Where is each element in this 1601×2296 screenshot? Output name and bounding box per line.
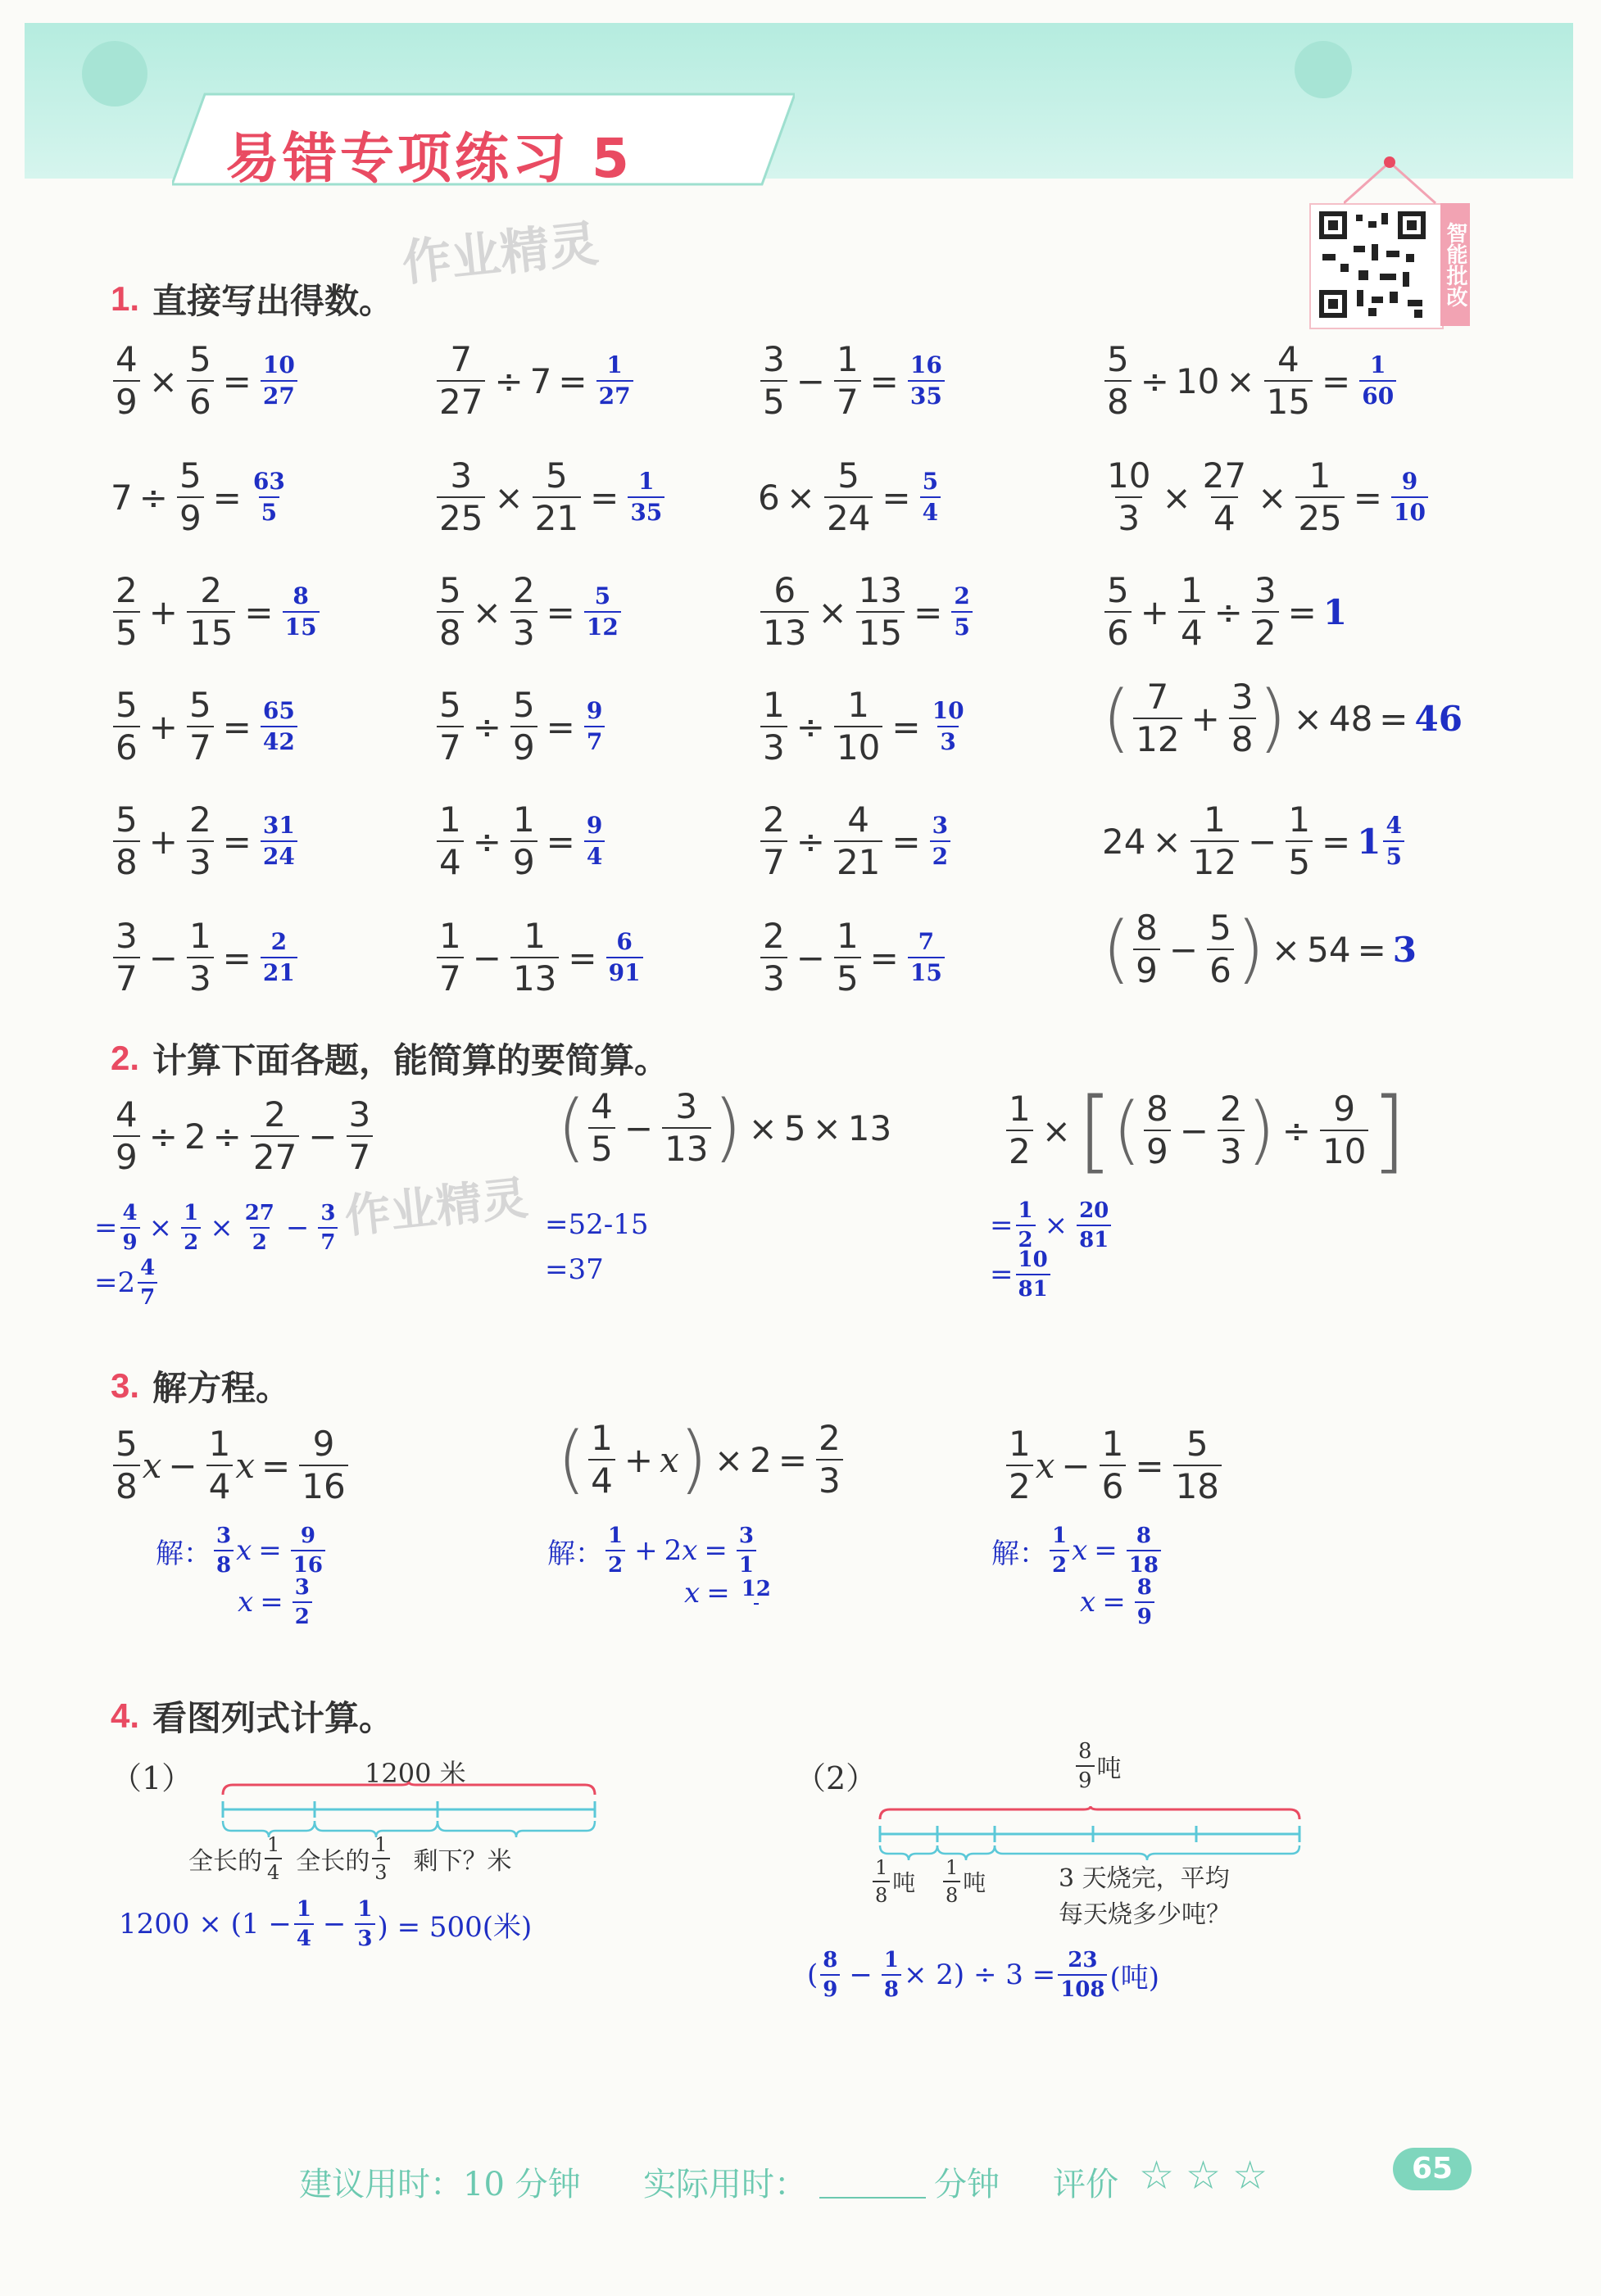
- calc-2-work-line-2: =37: [545, 1253, 604, 1286]
- answer: $\frac{9}{4}$: [582, 814, 607, 868]
- problem-2-2: $\frac{3}{25}$ × $\frac{5}{21}$ = $\frac{1}{35}$: [434, 459, 667, 536]
- equation-3: $\frac{1}{2}$ x − $\frac{1}{6}$ = $\frac{5}{18}$: [1004, 1427, 1224, 1504]
- answer: $\frac{9}{7}$: [582, 700, 607, 754]
- answer: 1 $\frac{4}{5}$: [1357, 814, 1407, 868]
- diagram-2-part-1: $\frac{1}{8}$ 吨: [870, 1858, 915, 1905]
- answer: $\frac{1}{60}$: [1357, 354, 1399, 408]
- star-icon[interactable]: ☆: [1139, 2153, 1186, 2199]
- star-icon[interactable]: ☆: [1186, 2153, 1233, 2199]
- answer: $\frac{10}{27}$: [258, 354, 300, 408]
- answer: 46: [1414, 698, 1463, 739]
- answer: $\frac{1}{35}$: [625, 470, 667, 524]
- problem-2-1: 7 ÷ $\frac{5}{9}$ = $\frac{63}{5}$: [111, 459, 290, 536]
- answer: $\frac{1}{27}$: [594, 354, 636, 408]
- header-circle-decor-right: [1295, 41, 1352, 98]
- calc-3-work-line-1: = $\frac{1}{2}$ × $\frac{20}{81}$: [990, 1200, 1113, 1251]
- footer-suggested-time: 建议用时：10 分钟: [299, 2166, 581, 2203]
- problem-4-2: $\frac{5}{7}$ ÷ $\frac{5}{9}$ = $\frac{9}{7}$: [434, 688, 607, 765]
- header-circle-decor: [82, 41, 147, 106]
- section-number: 3.: [111, 1366, 140, 1405]
- problem-1-1: $\frac{4}{9}$ × $\frac{5}{6}$ = $\frac{10}{27}$: [111, 342, 300, 419]
- answer: $\frac{2}{21}$: [258, 931, 300, 985]
- section-number: 4.: [111, 1696, 140, 1735]
- calc-1-work-line-2: = 2 $\frac{4}{7}$: [94, 1257, 160, 1308]
- page-number: 65: [1411, 2152, 1454, 2185]
- qr-hanger-icon: [1344, 156, 1442, 205]
- calc-problem-1: $\frac{4}{9}$ ÷ 2 ÷ $\frac{2}{27}$ − $\frac{3}{7}$: [111, 1098, 375, 1175]
- equation-2-work-line-2: x = 12: [684, 1577, 771, 1610]
- diagram-1-caption: 全长的 $\frac{1}{4}$ 全长的 $\frac{1}{3}$ 剩下？米: [188, 1833, 512, 1884]
- section-number: 1.: [111, 279, 140, 318]
- problem-2-4: $\frac{10}{3}$ × $\frac{27}{4}$ × $\frac{1}{25}$ = $\frac{9}{10}$: [1102, 459, 1431, 536]
- diagram-1-total-label: 1200 米: [365, 1758, 466, 1789]
- answer: $\frac{63}{5}$: [252, 468, 285, 526]
- footer-actual-time-label: 实际用时：: [643, 2166, 807, 2203]
- watermark: 作业精灵: [399, 215, 601, 293]
- problem-4-1: $\frac{5}{6}$ + $\frac{5}{7}$ = $\frac{65}{42}$: [111, 688, 300, 765]
- page-title: 易错专项练习 5: [225, 127, 633, 190]
- diagram-2-answer: ( $\frac{8}{9}$ − $\frac{1}{8}$ × 2) ÷ 3 = $\frac{23}{108}$ (吨): [807, 1948, 1159, 2002]
- equation-1-work-line-1: 解： $\frac{3}{8}$ x = $\frac{9}{16}$: [156, 1525, 328, 1576]
- diagram-2-total-label: $\frac{8}{9}$ 吨: [1073, 1741, 1122, 1791]
- problem-6-4: ( $\frac{8}{9}$ − $\frac{5}{6}$ ) × 54 = 3: [1102, 906, 1417, 992]
- answer: $\frac{2}{5}$: [949, 585, 974, 639]
- answer: 3: [1392, 929, 1417, 970]
- problem-3-1: $\frac{2}{5}$ + $\frac{2}{15}$ = $\frac{8}{15}$: [111, 573, 322, 650]
- footer-evaluation-label: 评价: [1053, 2166, 1118, 2203]
- answer: $\frac{16}{35}$: [905, 354, 947, 408]
- star-icon[interactable]: ☆: [1232, 2153, 1280, 2199]
- section-1-heading: [111, 274, 393, 324]
- equation-3-work-line-2: x = $\frac{8}{9}$: [1080, 1577, 1157, 1628]
- diagram-2-note-line-1: 3 天烧完，平均: [1059, 1864, 1230, 1893]
- problem-6-1: $\frac{3}{7}$ − $\frac{1}{3}$ = $\frac{2}{21}$: [111, 919, 300, 996]
- calc-3-work-line-2: = $\frac{10}{81}$: [990, 1249, 1053, 1300]
- problem-5-2: $\frac{1}{4}$ ÷ $\frac{1}{9}$ = $\frac{9}{4}$: [434, 803, 607, 880]
- answer: $\frac{31}{24}$: [258, 814, 300, 868]
- qr-label: 智能批改: [1440, 203, 1470, 326]
- problem-1-2: $\frac{7}{27}$ ÷ 7 = $\frac{1}{27}$: [434, 342, 636, 419]
- qr-code[interactable]: [1309, 203, 1444, 329]
- footer-actual-time-input[interactable]: [819, 2197, 926, 2199]
- problem-5-3: $\frac{2}{7}$ ÷ $\frac{4}{21}$ = $\frac{3}{2}$: [758, 803, 953, 880]
- problem-1-4: $\frac{5}{8}$ ÷ 10 × $\frac{4}{15}$ = $\frac{1}{60}$: [1102, 342, 1399, 419]
- diagram-1-label: （1）: [111, 1760, 193, 1796]
- answer: $\frac{3}{2}$: [927, 814, 953, 868]
- calc-1-work-line-1: = $\frac{4}{9}$ × $\frac{1}{2}$ × $\frac{27}{2}$ − $\frac{3}{7}$: [94, 1202, 340, 1253]
- section-title: 直接写出得数。: [152, 281, 394, 321]
- section-2-heading: [111, 1034, 669, 1083]
- equation-3-work-line-1: 解： $\frac{1}{2}$ x = $\frac{8}{18}$: [991, 1525, 1163, 1576]
- answer: $\frac{8}{15}$: [280, 585, 322, 639]
- equation-1-work-line-2: x = $\frac{3}{2}$: [238, 1577, 315, 1628]
- answer: $\frac{9}{10}$: [1389, 470, 1431, 524]
- problem-5-4: 24 × $\frac{1}{12}$ − $\frac{1}{5}$ = 1 $\frac{4}{5}$: [1102, 803, 1407, 880]
- diagram-1-answer: 1200 × (1 − $\frac{1}{4}$ − $\frac{1}{3}$ ) = 500(米): [119, 1897, 533, 1951]
- section-3-heading: [111, 1361, 290, 1411]
- calc-problem-3: $\frac{1}{2}$ × [ ( $\frac{8}{9}$ − $\frac{2}{3}$ ) ÷ $\frac{9}{10}$ ]: [1004, 1085, 1406, 1175]
- diagram-2-label: （2）: [795, 1760, 878, 1796]
- problem-3-2: $\frac{5}{8}$ × $\frac{2}{3}$ = $\frac{5}{12}$: [434, 573, 624, 650]
- diagram-2-part-2: $\frac{1}{8}$ 吨: [941, 1858, 986, 1905]
- calc-2-work-line-1: =52-15: [545, 1208, 649, 1241]
- problem-6-3: $\frac{2}{3}$ − $\frac{1}{5}$ = $\frac{7}{15}$: [758, 919, 947, 996]
- problem-2-3: 6 × $\frac{5}{24}$ = $\frac{5}{4}$: [758, 459, 943, 536]
- watermark: 作业精灵: [342, 1171, 531, 1244]
- answer: $\frac{5}{12}$: [582, 585, 624, 639]
- problem-1-3: $\frac{3}{5}$ − $\frac{1}{7}$ = $\frac{16}{35}$: [758, 342, 947, 419]
- problem-6-2: $\frac{1}{7}$ − $\frac{1}{13}$ = $\frac{6}{91}$: [434, 919, 646, 996]
- problem-4-3: $\frac{1}{3}$ ÷ $\frac{1}{10}$ = $\frac{10}{3}$: [758, 688, 969, 765]
- qr-pattern-icon: [1311, 205, 1434, 324]
- answer: $\frac{10}{3}$: [932, 697, 964, 755]
- answer: $\frac{5}{4}$: [918, 470, 943, 524]
- section-title: 看图列式计算。: [152, 1698, 394, 1738]
- rating-stars[interactable]: [1139, 2153, 1279, 2199]
- problem-4-4: ( $\frac{7}{12}$ + $\frac{3}{8}$ ) × 48 = 46: [1102, 675, 1463, 761]
- equation-2: ( $\frac{1}{4}$ + x ) × 2 = $\frac{2}{3}$: [557, 1421, 846, 1498]
- answer: $\frac{65}{42}$: [258, 700, 300, 754]
- section-title: 解方程。: [152, 1368, 291, 1408]
- calc-problem-2: ( $\frac{4}{5}$ − $\frac{3}{13}$ ) × 5 × 13: [557, 1085, 892, 1171]
- problem-3-3: $\frac{6}{13}$ × $\frac{13}{15}$ = $\frac{2}{5}$: [758, 573, 975, 650]
- equation-2-work-line-1: 解： $\frac{1}{2}$ + 2 x = $\frac{3}{1}$: [547, 1525, 759, 1576]
- answer: $\frac{7}{15}$: [905, 931, 947, 985]
- footer-minutes-unit: 分钟: [934, 2166, 1000, 2203]
- diagram-2-note-line-2: 每天烧多少吨？: [1059, 1900, 1231, 1929]
- answer: 1: [1322, 591, 1348, 632]
- section-title: 计算下面各题，能简算的要简算。: [152, 1040, 669, 1080]
- equation-1: $\frac{5}{8}$ x − $\frac{1}{4}$ x = $\frac{9}{16}$: [111, 1427, 351, 1504]
- problem-5-1: $\frac{5}{8}$ + $\frac{2}{3}$ = $\frac{31}{24}$: [111, 803, 300, 880]
- section-number: 2.: [111, 1039, 140, 1077]
- answer: $\frac{6}{91}$: [604, 931, 646, 985]
- problem-3-4: $\frac{5}{6}$ + $\frac{1}{4}$ ÷ $\frac{3}{2}$ = 1: [1102, 573, 1347, 650]
- page-number-badge: [1393, 2148, 1472, 2190]
- section-4-heading: [111, 1691, 393, 1741]
